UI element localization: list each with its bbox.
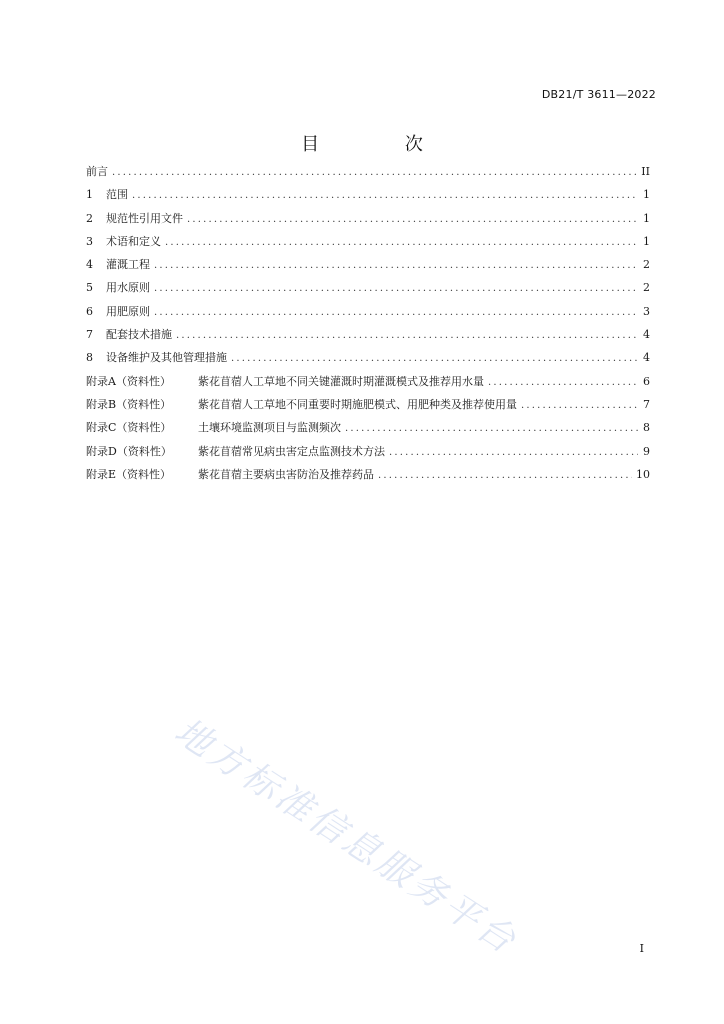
toc-entry-label: 紫花苜蓿人工草地不同重要时期施肥模式、用肥种类及推荐使用量 <box>198 397 517 411</box>
toc-leader-dots <box>112 167 637 178</box>
toc-leader-dots <box>176 330 638 341</box>
toc-entry-label: 术语和定义 <box>106 234 161 248</box>
toc-entry[interactable] <box>86 396 650 419</box>
toc-entry-appendix-prefix: 附录C（资料性） <box>86 421 172 435</box>
toc-entry-number: 7 <box>86 328 93 342</box>
toc-entry[interactable] <box>86 210 650 233</box>
toc-entry-label: 用肥原则 <box>106 304 150 318</box>
toc-entry[interactable] <box>86 443 650 466</box>
toc-entry-number: 6 <box>86 304 93 318</box>
toc-entry-appendix-prefix: 附录E（资料性） <box>86 467 172 481</box>
toc-entry-number: 4 <box>86 258 93 272</box>
toc-leader-dots <box>165 237 638 248</box>
toc-entry-page: II <box>641 165 650 178</box>
toc-entry-page: 7 <box>643 397 650 411</box>
toc-leader-dots <box>345 423 638 434</box>
toc-entry-page: 1 <box>643 234 650 248</box>
toc-leader-dots <box>378 470 632 481</box>
toc-entry[interactable] <box>86 233 650 256</box>
toc-entry-number: 5 <box>86 281 93 295</box>
toc-entry-page: 6 <box>643 374 650 388</box>
toc-entry-page: 4 <box>643 328 650 342</box>
toc-entry[interactable] <box>86 279 650 302</box>
toc-entry-number: 1 <box>86 188 93 202</box>
toc-leader-dots <box>488 377 638 388</box>
toc-entry[interactable] <box>86 419 650 442</box>
toc-leader-dots <box>154 260 638 271</box>
toc-leader-dots <box>389 447 638 458</box>
toc-entry[interactable] <box>86 256 650 279</box>
toc-entry[interactable] <box>86 186 650 209</box>
toc-entry-label: 紫花苜蓿主要病虫害防治及推荐药品 <box>198 467 374 481</box>
toc-entry-label: 规范性引用文件 <box>106 211 183 225</box>
toc-entry-page: 3 <box>643 304 650 318</box>
toc-entry[interactable] <box>86 466 650 489</box>
toc-leader-dots <box>154 283 638 294</box>
toc-entry-appendix-prefix: 附录D（资料性） <box>86 444 172 458</box>
toc-entry-label: 土壤环境监测项目与监测频次 <box>198 421 341 435</box>
toc-entry[interactable] <box>86 303 650 326</box>
toc-entry-page: 8 <box>643 421 650 435</box>
toc-entry-label: 范围 <box>106 188 128 202</box>
toc-entry-label: 设备维护及其他管理措施 <box>106 351 227 365</box>
toc-leader-dots <box>231 353 638 364</box>
toc-entry-page: 1 <box>643 188 650 202</box>
toc-entry-number: 3 <box>86 234 93 248</box>
toc-entry-label: 前言 <box>86 165 108 178</box>
toc-entry-number: 2 <box>86 211 93 225</box>
toc-entry-page: 1 <box>643 211 650 225</box>
page-number: I <box>639 942 644 955</box>
toc-leader-dots <box>521 400 638 411</box>
toc-entry-appendix-prefix: 附录B（资料性） <box>86 397 172 411</box>
document-code: DB21/T 3611—2022 <box>541 88 656 101</box>
toc-entry-page: 9 <box>643 444 650 458</box>
toc-entry[interactable] <box>86 163 650 186</box>
toc-entry[interactable] <box>86 349 650 372</box>
watermark: 地方标准信息服务平台 <box>167 710 526 964</box>
toc-entry-label: 用水原则 <box>106 281 150 295</box>
toc-entry-label: 配套技术措施 <box>106 328 172 342</box>
toc-entry-page: 10 <box>636 467 650 481</box>
toc-leader-dots <box>154 307 638 318</box>
toc-entry-number: 8 <box>86 351 93 365</box>
toc-entry-page: 2 <box>643 258 650 272</box>
toc-entry[interactable] <box>86 373 650 396</box>
toc-entry-label: 灌溉工程 <box>106 258 150 272</box>
toc-entry-appendix-prefix: 附录A（资料性） <box>86 374 171 388</box>
table-of-contents <box>86 163 650 489</box>
toc-entry-page: 4 <box>643 351 650 365</box>
toc-entry[interactable] <box>86 326 650 349</box>
toc-entry-label: 紫花苜蓿常见病虫害定点监测技术方法 <box>198 444 385 458</box>
toc-leader-dots <box>132 190 638 201</box>
toc-title: 目 次 <box>301 134 463 155</box>
toc-entry-page: 2 <box>643 281 650 295</box>
toc-leader-dots <box>187 214 638 225</box>
toc-entry-label: 紫花苜蓿人工草地不同关键灌溉时期灌溉模式及推荐用水量 <box>198 374 484 388</box>
